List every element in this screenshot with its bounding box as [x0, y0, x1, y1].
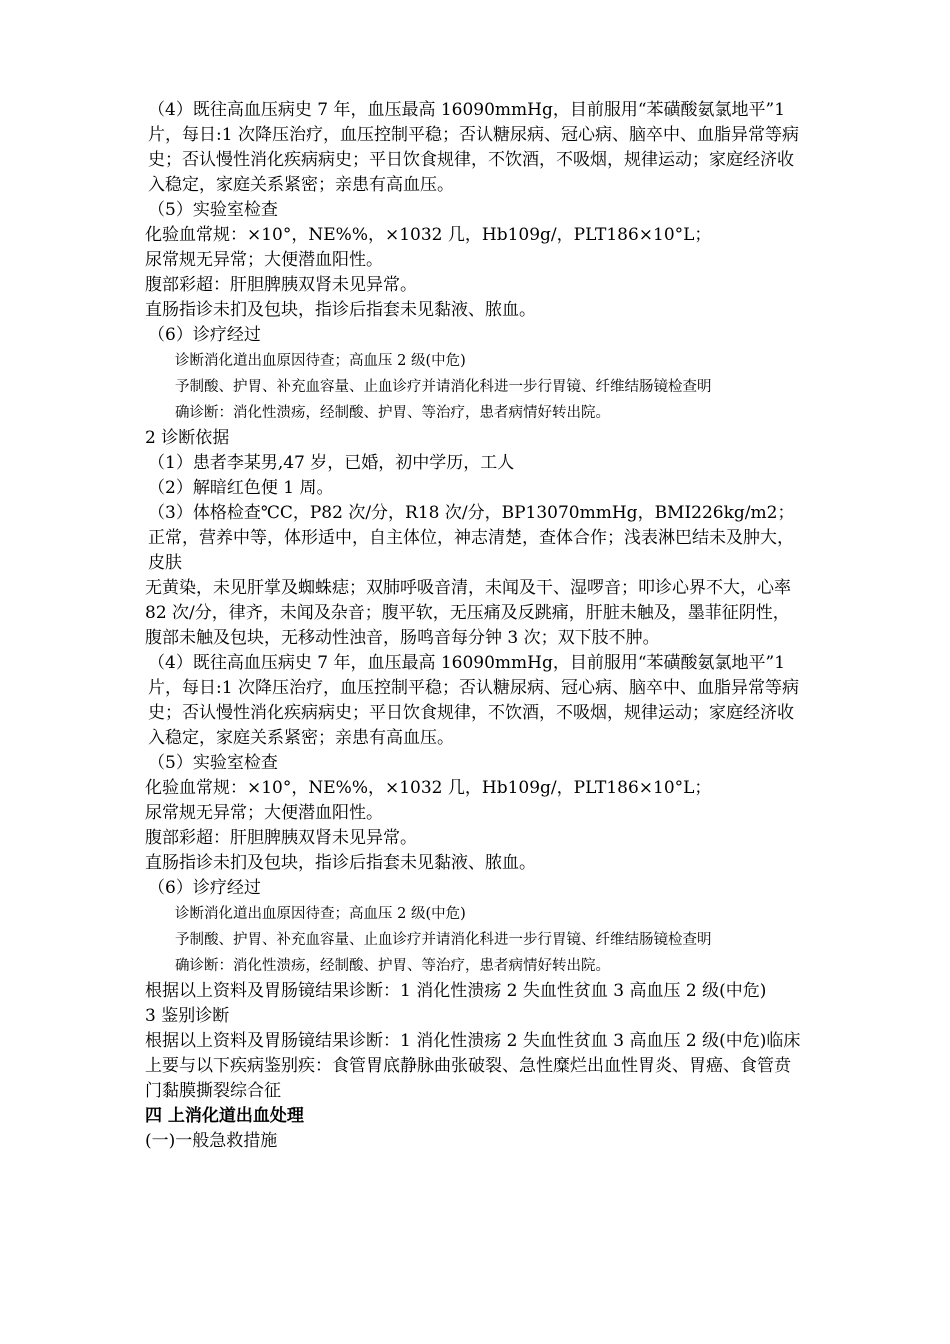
rectal-exam-line: 直肠指诊未扪及包块，指诊后指套未见黏液、脓血。	[145, 300, 536, 320]
section-heading-treatment: （6）诊疗经过	[148, 325, 261, 345]
section-heading-treatment: （6）诊疗经过	[148, 878, 261, 898]
diagnosis-conclusion: 根据以上资料及胃肠镜结果诊断：1 消化性溃疡 2 失血性贫血 3 高血压 2 级(中危)	[145, 981, 767, 1001]
treatment-line: 予制酸、护胃、补充血容量、止血诊疗并请消化科进一步行胃镜、纤维结肠镜检查明	[175, 932, 712, 948]
physical-exam-paragraph: 无黄染，未见肝掌及蜘蛛痣；双肺呼吸音清，未闻及干、湿啰音；叩诊心界不大，心率 82 次/分，律齐，未闻及杂音；腹平软，无压痛及反跳痛，肝脏未触及，墨菲征阴性，腹部未触及包块，无移动性浊音，肠鸣音每分钟 3 次；双下肢不肿。	[145, 578, 791, 648]
treatment-line: 确诊断：消化性溃疡，经制酸、护胃、等治疗，患者病情好转出院。	[175, 958, 610, 974]
treatment-line: 予制酸、护胃、补充血容量、止血诊疗并请消化科进一步行胃镜、纤维结肠镜检查明	[175, 379, 712, 395]
treatment-line: 诊断消化道出血原因待查；高血压 2 级(中危)	[175, 353, 466, 369]
section-heading-differential: 3 鉴别诊断	[145, 1006, 230, 1026]
patient-info-line: （1）患者李某男,47 岁，已婚，初中学历，工人	[148, 453, 515, 473]
section-heading-diagnosis-basis: 2 诊断依据	[145, 428, 230, 448]
section-heading-lab: （5）实验室检查	[148, 753, 278, 773]
rectal-exam-line: 直肠指诊未扪及包块，指诊后指套未见黏液、脓血。	[145, 853, 536, 873]
symptom-line: （2）解暗红色便 1 周。	[148, 478, 334, 498]
treatment-line: 诊断消化道出血原因待查；高血压 2 级(中危)	[175, 906, 466, 922]
subsection-heading: (一)一般急救措施	[145, 1131, 278, 1151]
ultrasound-line: 腹部彩超：肝胆脾胰双肾未见异常。	[145, 828, 417, 848]
history-paragraph: （4）既往高血压病史 7 年，血压最高 16090mmHg，目前服用“苯磺酸氨氯地平”1 片，每日:1 次降压治疗，血压控制平稳；否认糖尿病、冠心病、脑卒中、血脂异常等病史；否认慢性消化疾病病史；平日饮食规律，不饮酒，不吸烟，规律运动；家庭经济收入稳定，家庭关系紧密；亲患有高血压。	[148, 100, 799, 195]
chapter-heading: 四 上消化道出血处理	[145, 1106, 304, 1126]
physical-exam-paragraph: （3）体格检查℃C，P82 次/分，R18 次/分，BP13070mmHg，BMI226kg/m2；正常，营养中等，体形适中，自主体位，神志清楚，查体合作；浅表淋巴结未及肿大，皮肤	[148, 503, 795, 573]
treatment-line: 确诊断：消化性溃疡，经制酸、护胃、等治疗，患者病情好转出院。	[175, 405, 610, 421]
section-heading-lab: （5）实验室检查	[148, 200, 278, 220]
blood-routine-line: 化验血常规：×10°，NE%%，×1032 几，Hb109g/，PLT186×10°L；	[145, 225, 712, 245]
urine-stool-line: 尿常规无异常；大便潜血阳性。	[145, 250, 383, 270]
blood-routine-line: 化验血常规：×10°，NE%%，×1032 几，Hb109g/，PLT186×10°L；	[145, 778, 712, 798]
history-paragraph: （4）既往高血压病史 7 年，血压最高 16090mmHg，目前服用“苯磺酸氨氯地平”1 片，每日:1 次降压治疗，血压控制平稳；否认糖尿病、冠心病、脑卒中、血脂异常等病史；否认慢性消化疾病病史；平日饮食规律，不饮酒，不吸烟，规律运动；家庭经济收入稳定，家庭关系紧密；亲患有高血压。	[148, 653, 799, 748]
document-body	[145, 98, 805, 1154]
differential-paragraph: 根据以上资料及胃肠镜结果诊断：1 消化性溃疡 2 失血性贫血 3 高血压 2 级(中危)临床上要与以下疾病鉴别疾：食管胃底静脉曲张破裂、急性糜烂出血性胃炎、胃癌、食管贲门黏膜撕裂综合征	[145, 1031, 801, 1101]
ultrasound-line: 腹部彩超：肝胆脾胰双肾未见异常。	[145, 275, 417, 295]
urine-stool-line: 尿常规无异常；大便潜血阳性。	[145, 803, 383, 823]
